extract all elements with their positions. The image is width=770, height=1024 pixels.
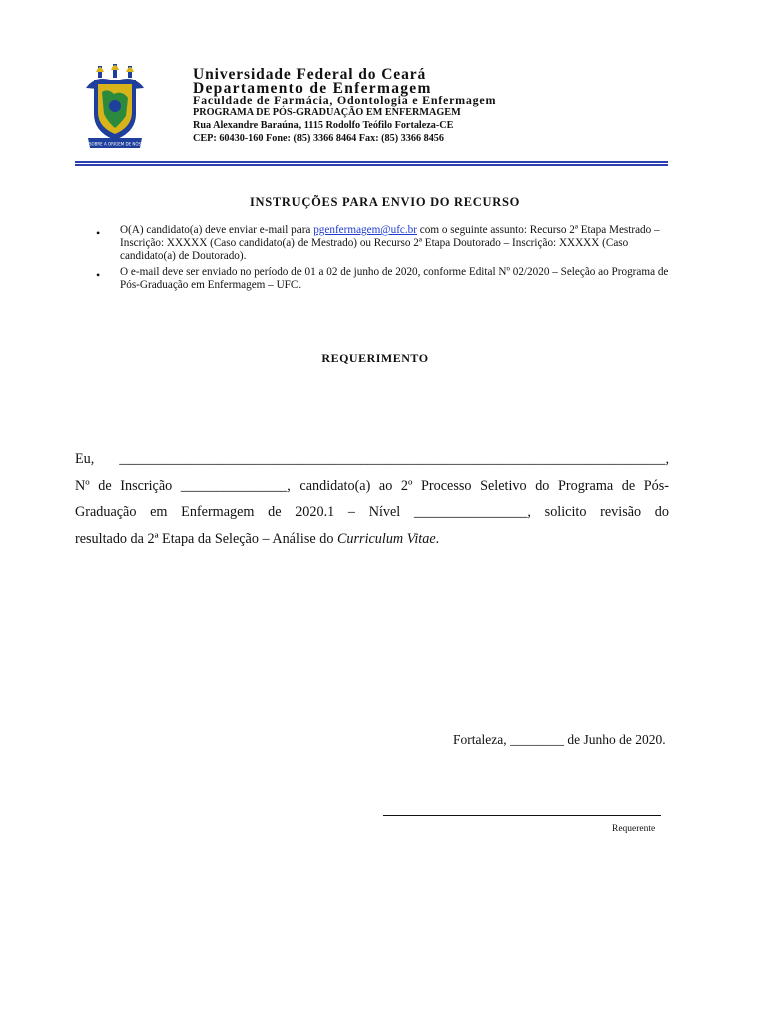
crest-ribbon-text: SOBRE A ORIGEM DE NÓS xyxy=(88,141,142,147)
instructions-title: INSTRUÇÕES PARA ENVIO DO RECURSO xyxy=(249,195,521,209)
requerimento-text: . xyxy=(435,530,440,547)
instruction-item-deadline: O e-mail deve ser enviado no período de 01 a 02 de junho de 2020, conforme Edital Nº 02/2020 – Seleção ao Programa de Pós-Graduação em Enfermagem – UFC. xyxy=(120,266,669,292)
requerimento-line-resultado xyxy=(75,526,669,553)
header-divider-bottom xyxy=(75,164,668,166)
faculty-name: Faculdade de Farmácia, Odontologia e Enfermagem xyxy=(193,93,497,107)
instruction-item-email xyxy=(120,224,675,264)
bullet-icon: • xyxy=(96,226,101,240)
date-line: Fortaleza, ________ de Junho de 2020. xyxy=(453,732,666,747)
email-link[interactable]: pgenfermagem@ufc.br xyxy=(313,224,417,236)
requerimento-body xyxy=(75,446,669,552)
instruction-text: com o seguinte assunto: Recurso 2ª Etapa Mestrado – Inscrição: XXXXX (Caso candidato(a) de Mestrado) ou Recurso 2ª Etapa Doutorado – Inscrição: XXXXX (Caso candidato(a) de Doutorado). xyxy=(120,224,660,263)
requerimento-text: resultado da 2ª Etapa da Seleção – Análise do xyxy=(75,530,337,547)
signature-label: Requerente xyxy=(612,824,656,834)
requerimento-title: REQUERIMENTO xyxy=(321,351,429,365)
university-name: Universidade Federal do Ceará xyxy=(193,66,427,83)
requerimento-line-nivel: Graduação em Enfermagem de 2020.1 – Nível ________________, solicito revisão do xyxy=(75,504,669,520)
address-line: Rua Alexandre Baraúna, 1115 Rodolfo Teófilo Fortaleza-CE xyxy=(193,120,454,131)
requerimento-line-name: Eu, _____________________________________________________________________________, xyxy=(75,451,669,467)
signature-line xyxy=(383,815,661,816)
instruction-text: O(A) candidato(a) deve enviar e-mail para xyxy=(120,224,314,236)
contact-line: CEP: 60430-160 Fone: (85) 3366 8464 Fax: (85) 3366 8456 xyxy=(193,133,444,144)
torch-icon xyxy=(96,64,134,78)
curriculum-vitae-text: Curriculum Vitae xyxy=(336,530,436,547)
program-name: PROGRAMA DE PÓS-GRADUAÇÃO EM ENFERMAGEM xyxy=(193,107,461,118)
department-name: Departamento de Enfermagem xyxy=(193,80,432,97)
bullet-icon: • xyxy=(96,268,101,282)
header-divider-top xyxy=(75,161,668,163)
university-crest-icon xyxy=(84,62,146,152)
requerimento-line-inscricao: Nº de Inscrição _______________, candidato(a) ao 2º Processo Seletivo do Programa de Pós- xyxy=(75,477,669,494)
